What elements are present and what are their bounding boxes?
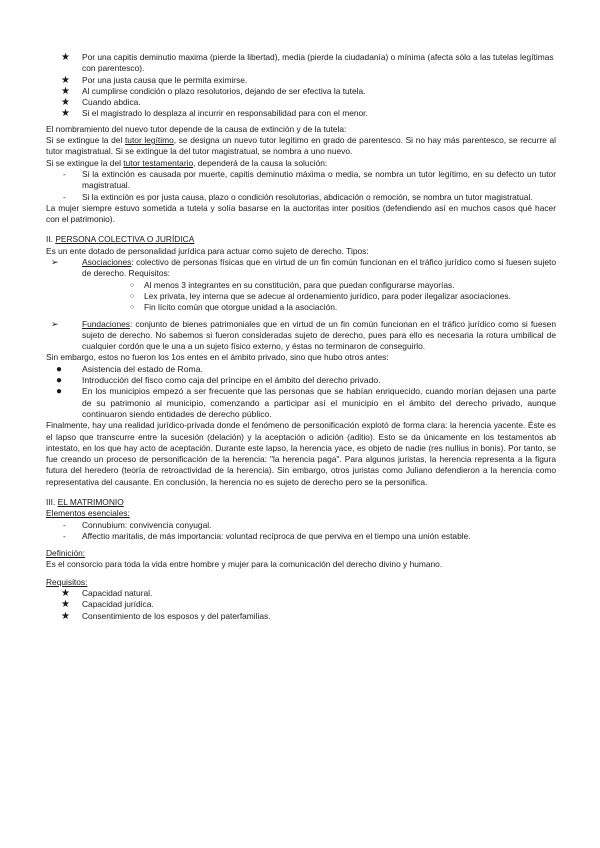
arrow-bullet-icon: ➢ [51, 257, 59, 268]
paragraph-mujer: La mujer siempre estuvo sometida a tutela y solía basarse en la auctoritas inter positios (defendiendo así en muchos casos qué hacer con el patrimonio). [46, 202, 556, 225]
list-item: ★ Capacidad natural. [61, 588, 153, 600]
list-item: - Connubium: convivencia conyugal. [63, 519, 212, 530]
paragraph-herencia-yacente: Finalmente, hay una realidad jurídico-privada donde el fenómeno de personificación explotó de forma clara: la herencia yacente. Éste es el lapso que transcurre entre la sucesión (delación) y la aceptación o adición (aditio). Esto se da únicamente en los testamentos ab intestato, en los que hay acto de aceptación. Durante este lapso, la herencia yace, es objeto de nadie (res nullius in bonis). Por tanto, se fue creando un proceso de personificación de la herencia: "la herencia paga". Para algunos juristas, la herencia representa a la figura futura del heredero (teoría de retroactividad de la herencia). Sin embargo, otros juristas como Juliano defendieron a la herencia como representativa del causante. En conclusión, la herencia no es sujeto de derecho pero se la personifica. [46, 420, 556, 487]
section-heading-matrimonio: III. EL MATRIMONIO [46, 496, 124, 507]
list-item: ○ Lex privata, ley interna que se adecue al ordenamiento jurídico, para poder ilegalizar asociaciones. [130, 290, 511, 301]
star-bullet-icon: ★ [61, 588, 70, 600]
dash-bullet-icon: - [63, 530, 66, 541]
dot-bullet-icon: ● [56, 363, 63, 375]
testamentario-list [46, 169, 556, 203]
document-body [46, 52, 556, 622]
list-item: - Si la extinción es causada por muerte, capitis deminutio máxima o media, se nombra un tutor legítimo, en su defecto un tutor magistratual. [63, 168, 556, 191]
list-item: ○ Fin lícito común que otorgue unidad a la asociación. [130, 302, 338, 313]
star-bullet-icon: ★ [61, 610, 70, 622]
list-item: - Affectio maritalis, de más importancia: voluntad recíproca de que perviva en el tiempo una unión estable. [63, 530, 471, 541]
dash-bullet-icon: - [63, 519, 66, 530]
requisitos-list [46, 588, 556, 622]
star-bullet-icon: ★ [61, 599, 70, 611]
subheading-elementos: Elementos esenciales: [46, 508, 130, 519]
star-bullet-icon: ★ [61, 108, 70, 120]
arrow-bullet-icon: ➢ [51, 318, 59, 329]
star-bullet-icon: ★ [61, 97, 70, 109]
elementos-list [46, 520, 556, 543]
circle-bullet-icon: ○ [130, 304, 135, 312]
asociaciones-requisitos-list [46, 280, 556, 314]
dash-bullet-icon: - [63, 168, 66, 179]
list-item-asociaciones: ➢ Asociaciones: colectivo de personas físicas que en virtud de un fin común funcionan en el tráfico jurídico como si fuesen sujeto de derecho. Requisitos: [51, 257, 556, 279]
subheading-definicion: Definición: [46, 548, 86, 559]
star-bullet-icon: ★ [61, 85, 70, 97]
dot-bullet-icon: ● [56, 386, 63, 398]
star-bullet-icon: ★ [61, 74, 70, 86]
subheading-requisitos: Requisitos: [46, 576, 88, 587]
list-item: ★ Consentimiento de los esposos y del paterfamilias. [61, 610, 271, 622]
list-item: ★ Por una justa causa que le permita eximirse. [61, 74, 248, 86]
list-item: ★ Si el magistrado lo desplaza al incurrir en responsabilidad para con el menor. [61, 108, 368, 120]
paragraph-tutor-testamentario: Si se extingue la del tutor testamentario, dependerá de la causa la solución: [46, 157, 328, 168]
list-item: ● Asistencia del estado de Roma. [56, 363, 203, 375]
circle-bullet-icon: ○ [130, 281, 135, 289]
list-item: ● Introducción del fisco como caja del príncipe en el ámbito del derecho privado. [56, 375, 381, 387]
otros-entes-list [46, 364, 556, 420]
paragraph-sin-embargo: Sin embargo, estos no fueron los 1os entes en el ámbito privado, sino que hubo otros antes: [46, 352, 389, 363]
section-heading-persona-colectiva: II. PERSONA COLECTIVA O JURÍDICA [46, 234, 195, 245]
paragraph-definicion: Es el consorcio para toda la vida entre hombre y mujer para la comunicación del derecho divino y humano. [46, 559, 443, 570]
dash-bullet-icon: - [63, 191, 66, 202]
paragraph-tutor-legitimo: Si se extingue la del tutor legítimo, se designa un nuevo tutor legítimo en grado de parentesco. Si no hay más parentesco, se recurre al tutor magistratual. Si se extingue la del tutor magistratual, se nombra a uno nuevo. [46, 135, 556, 157]
circle-bullet-icon: ○ [130, 292, 135, 300]
dot-bullet-icon: ● [56, 375, 63, 387]
list-item: ★ Al cumplirse condición o plazo resolutorios, dejando de ser efectiva la tutela. [61, 85, 366, 97]
list-item: - Si la extinción es por justa causa, plazo o condición resolutorias, abdicación o remoción, se nombra un tutor magistratual. [63, 191, 533, 202]
list-item-fundaciones: ➢ Fundaciones: conjunto de bienes patrimoniales que en virtud de un fin común funcionan en el tráfico jurídico como si fuesen sujeto de derecho. No sabemos si fueron consideradas sujeto de derecho, pues para ello es necesaria la rotura umbilical de cualquier cordón que le una a un sujeto físico externo, y éstas no terminaron de conseguirlo. [51, 318, 556, 352]
list-item: ★ Capacidad jurídica. [61, 599, 154, 611]
intro-bullet-list [46, 52, 556, 120]
paragraph-nombramiento: El nombramiento del nuevo tutor depende de la causa de extinción y de la tutela: [46, 123, 347, 134]
list-item: ★ Cuando abdica. [61, 97, 141, 109]
list-item: ★ Por una capitis deminutio maxima (pierde la libertad), media (pierde la ciudadanía) o mínima (afecta sólo a las tutelas legítimas con parentesco). [61, 52, 554, 74]
paragraph-ente: Es un ente dotado de personalidad jurídica para actuar como sujeto de derecho. Tipos: [46, 245, 369, 256]
list-item: ○ Al menos 3 integrantes en su constitución, para que puedan configurarse mayorías. [130, 279, 455, 290]
star-bullet-icon: ★ [61, 52, 70, 63]
list-item: ● En los municipios empezó a ser frecuente que las personas que se habían enriquecido, cuando morían dejasen una parte de su patrimonio al municipio, comenzando a participar así el municipio en el ámbito del derecho privado, aunque continuaron siendo entidades de derecho público. [56, 386, 556, 419]
